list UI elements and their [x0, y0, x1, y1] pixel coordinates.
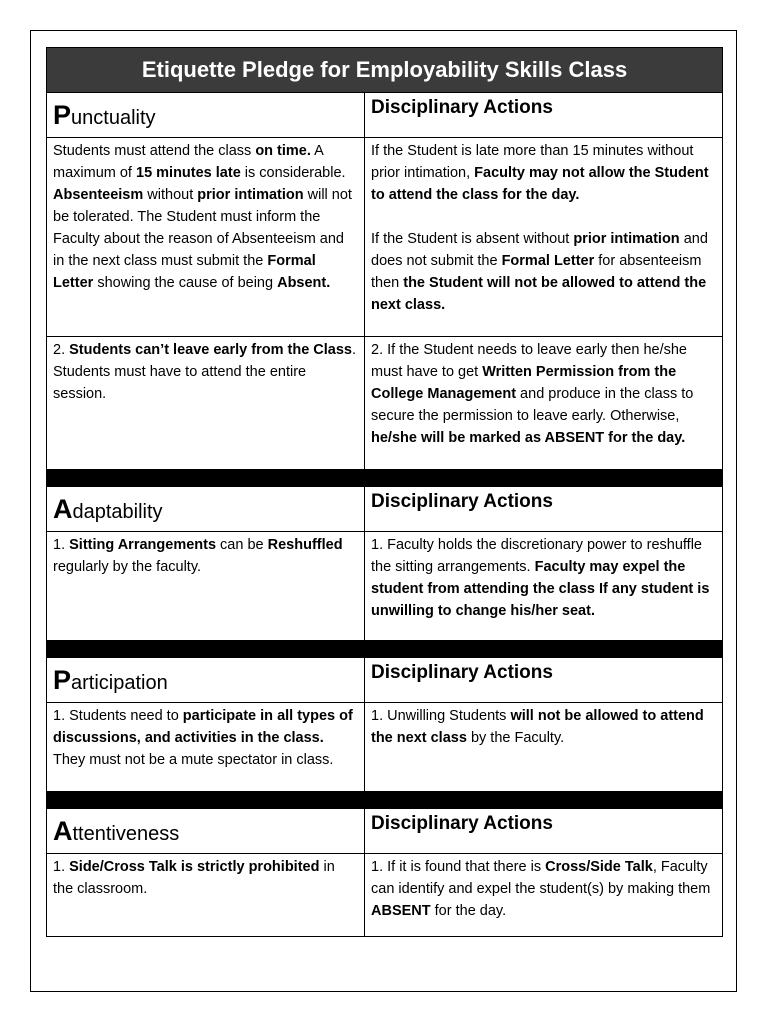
bold-text: the Student will not be allowed to attend the next class.: [371, 275, 707, 313]
action-cell: [365, 703, 723, 792]
text: A maximum of: [53, 143, 324, 181]
text: showing the cause of being: [93, 275, 278, 291]
text: 1. If it is found that there is: [371, 859, 546, 875]
section-initial: A: [53, 493, 73, 524]
bold-text: Cross/Side Talk: [545, 859, 653, 875]
text: is considerable.: [240, 165, 346, 181]
text: without: [143, 187, 198, 203]
bold-text: Formal Letter: [501, 253, 595, 269]
bold-text: Absenteeism: [53, 187, 144, 203]
bold-text: Reshuffled: [267, 537, 343, 553]
text: for absenteeism then: [371, 253, 702, 291]
text: Students must attend the class: [53, 143, 256, 159]
rule-cell: [47, 532, 365, 641]
text: . Students must have to attend the entire session.: [53, 342, 357, 402]
bold-text: Written Permission from the College Management: [371, 364, 677, 402]
table-row: [47, 532, 723, 641]
disciplinary-actions-heading: Disciplinary Actions: [365, 93, 723, 138]
text: for the day.: [430, 903, 507, 919]
section-heading-rest: ttentiveness: [72, 822, 180, 845]
text: and does not submit the: [371, 231, 708, 269]
bold-text: Faculty may expel the student from attending the class If any student is unwilling to change his/her seat.: [371, 559, 710, 619]
section-initial: A: [53, 815, 73, 846]
text: regularly by the faculty.: [53, 559, 202, 575]
bold-text: Formal Letter: [53, 253, 316, 291]
bold-text: ABSENT: [371, 903, 431, 919]
disciplinary-actions-heading: Disciplinary Actions: [365, 487, 723, 532]
bold-text: on time.: [255, 143, 311, 159]
bold-text: 15 minutes late: [136, 165, 241, 181]
section-initial: P: [53, 664, 72, 695]
text: 1.: [53, 537, 70, 553]
bold-text: participate in all types of discussions, and activities in the class.: [53, 708, 353, 746]
table-row: [47, 703, 723, 792]
action-cell: [365, 337, 723, 470]
disciplinary-actions-heading: Disciplinary Actions: [365, 658, 723, 703]
section-separator: [47, 641, 723, 658]
paragraph-gap: [371, 206, 716, 228]
section-heading-adaptability: [47, 487, 365, 532]
section-heading-punctuality: [47, 93, 365, 138]
table-row: [47, 854, 723, 937]
document-page: [30, 30, 737, 992]
bold-text: prior intimation: [197, 187, 304, 203]
rule-cell: [47, 703, 365, 792]
bold-text: Faculty may not allow the Student to attend the class for the day.: [371, 165, 709, 203]
table-row: [47, 138, 723, 337]
disciplinary-actions-heading: Disciplinary Actions: [365, 809, 723, 854]
bold-text: he/she will be marked as ABSENT for the day.: [371, 430, 686, 446]
section-heading-rest: daptability: [72, 500, 163, 523]
section-heading-rest: articipation: [71, 671, 168, 694]
rule-cell: [47, 854, 365, 937]
text: and produce in the class to secure the permission to leave early. Otherwise,: [371, 386, 694, 424]
rule-cell: [47, 337, 365, 470]
pledge-table: [46, 47, 723, 937]
text: If the Student is absent without: [371, 231, 574, 247]
section-separator: [47, 792, 723, 809]
section-initial: P: [53, 99, 72, 130]
bold-text: will not be allowed to attend the next class: [371, 708, 704, 746]
text: in the classroom.: [53, 859, 335, 897]
text: , Faculty can identify and expel the student(s) by making them: [371, 859, 711, 897]
bold-text: Students can’t leave early from the Class: [69, 342, 352, 358]
text: They must not be a mute spectator in class.: [53, 752, 334, 768]
text: 2. If the Student needs to leave early then he/she must have to get: [371, 342, 687, 380]
section-heading-attentiveness: [47, 809, 365, 854]
bold-text: Sitting Arrangements: [69, 537, 217, 553]
document-title: Etiquette Pledge for Employability Skills Class: [47, 48, 723, 93]
action-cell: [365, 532, 723, 641]
bold-text: Side/Cross Talk is strictly prohibited: [69, 859, 320, 875]
text: 1. Faculty holds the discretionary power to reshuffle the sitting arrangements.: [371, 537, 702, 575]
section-separator: [47, 470, 723, 487]
text: 1. Unwilling Students: [371, 708, 511, 724]
table-row: [47, 337, 723, 470]
rule-cell: [47, 138, 365, 337]
text: 2.: [53, 342, 70, 358]
bold-text: prior intimation: [573, 231, 680, 247]
bold-text: Absent.: [277, 275, 331, 291]
text: will not be tolerated. The Student must inform the Faculty about the reason of Absenteeism and in the next class must submit the: [53, 187, 352, 269]
section-heading-participation: [47, 658, 365, 703]
text: by the Faculty.: [466, 730, 565, 746]
text: 1. Students need to: [53, 708, 183, 724]
action-cell: [365, 138, 723, 337]
text: can be: [216, 537, 268, 553]
action-cell: [365, 854, 723, 937]
section-heading-rest: unctuality: [71, 106, 156, 129]
text: If the Student is late more than 15 minutes without prior intimation,: [371, 143, 694, 181]
text: 1.: [53, 859, 70, 875]
